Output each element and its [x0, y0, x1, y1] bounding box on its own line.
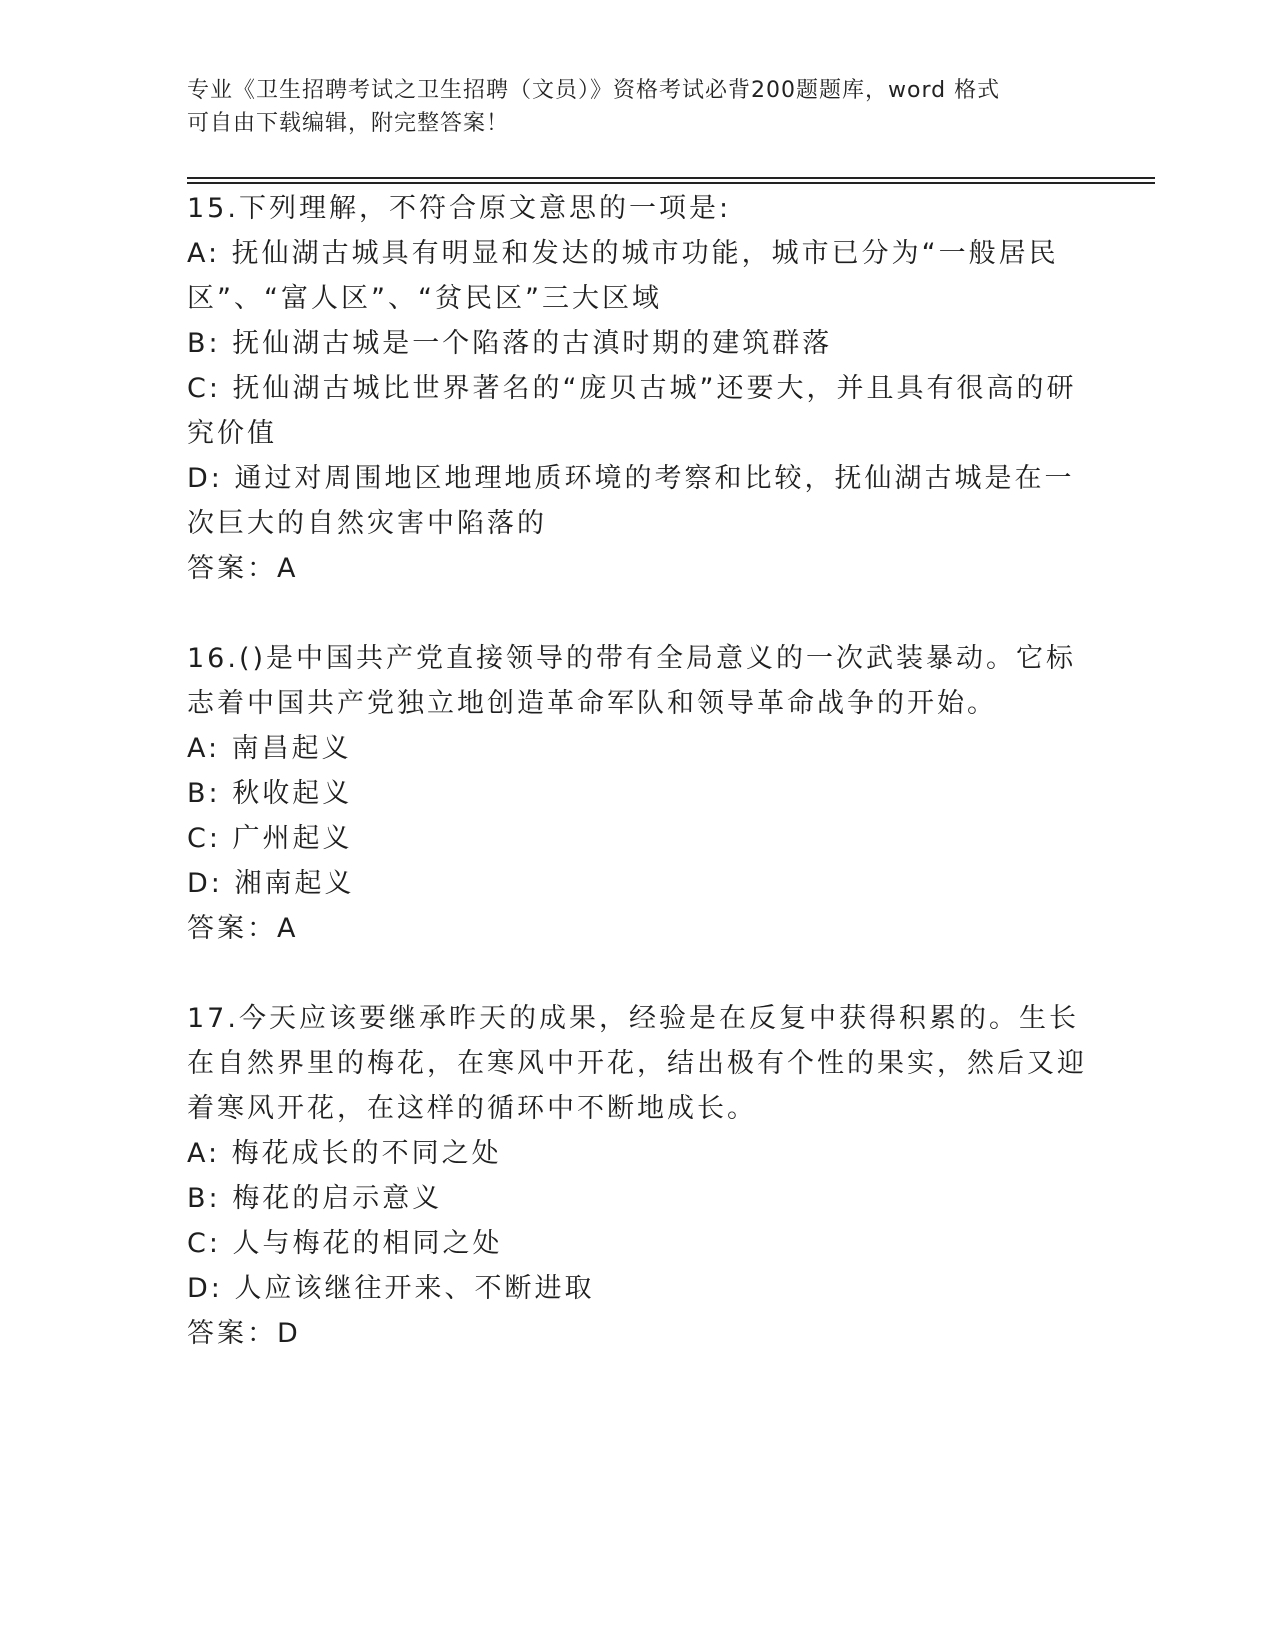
question-list	[187, 186, 1087, 1356]
question-17	[187, 996, 1087, 1356]
question-stem: 15.下列理解，不符合原文意思的一项是:	[187, 193, 732, 224]
option-b: B: 抚仙湖古城是一个陷落的古滇时期的建筑群落	[187, 328, 833, 359]
option-d: D: 湘南起义	[187, 868, 355, 899]
option-d: D: 人应该继往开来、不断进取	[187, 1273, 595, 1304]
header-line-1: 专业《卫生招聘考试之卫生招聘（文员）》资格考试必背200题题库，word 格式	[187, 78, 1001, 103]
option-d: D: 通过对周围地区地理地质环境的考察和比较，抚仙湖古城是在一次巨大的自然灾害中陷落的	[187, 463, 1075, 539]
option-c: C: 人与梅花的相同之处	[187, 1228, 503, 1259]
header-rule-bottom	[187, 182, 1155, 184]
option-a: A: 梅花成长的不同之处	[187, 1138, 502, 1169]
option-b: B: 梅花的启示意义	[187, 1183, 443, 1214]
question-stem: 16.()是中国共产党直接领导的带有全局意义的一次武装暴动。它标志着中国共产党独立地创造革命军队和领导革命战争的开始。	[187, 643, 1077, 719]
answer: 答案：D	[187, 1318, 301, 1349]
option-c: C: 广州起义	[187, 823, 353, 854]
answer: 答案：A	[187, 913, 299, 944]
answer: 答案：A	[187, 553, 299, 584]
question-stem: 17.今天应该要继承昨天的成果，经验是在反复中获得积累的。生长在自然界里的梅花，在寒风中开花，结出极有个性的果实，然后又迎着寒风开花，在这样的循环中不断地成长。	[187, 1003, 1087, 1124]
option-b: B: 秋收起义	[187, 778, 353, 809]
header-line-2: 可自由下载编辑，附完整答案！	[187, 111, 510, 136]
option-a: A: 抚仙湖古城具有明显和发达的城市功能，城市已分为“一般居民区”、“富人区”、“贫民区”三大区域	[187, 238, 1059, 314]
header-rule-top	[187, 177, 1155, 179]
document-header	[187, 74, 1067, 140]
option-a: A: 南昌起义	[187, 733, 352, 764]
option-c: C: 抚仙湖古城比世界著名的“庞贝古城”还要大，并且具有很高的研究价值	[187, 373, 1077, 449]
question-16	[187, 636, 1087, 951]
question-15	[187, 186, 1087, 591]
